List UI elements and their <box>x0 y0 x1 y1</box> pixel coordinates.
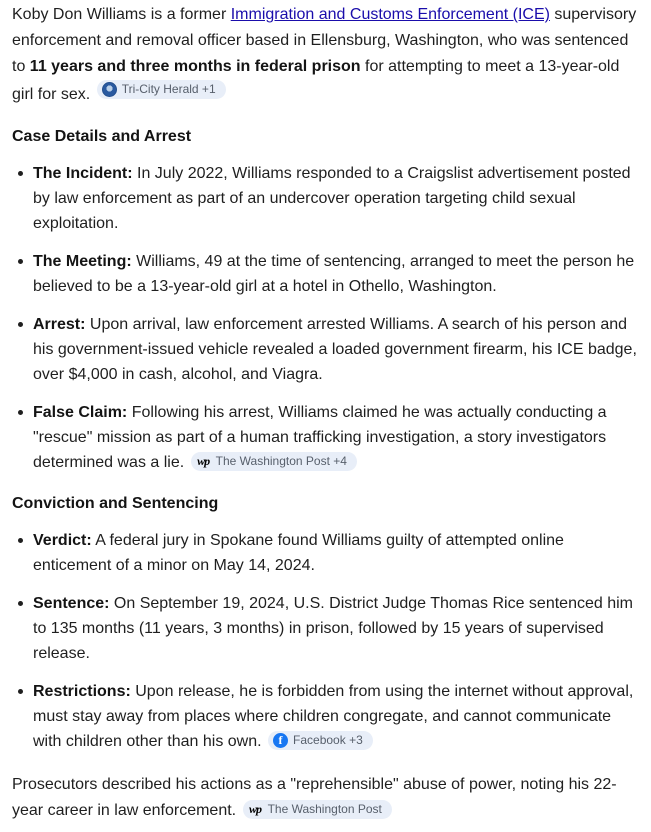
case-details-list <box>12 161 639 475</box>
bullet-label: Arrest: <box>33 316 86 333</box>
list-item-incident <box>12 161 639 236</box>
facebook-icon: f <box>273 733 288 748</box>
list-item-arrest <box>12 312 639 387</box>
section-heading-conviction: Conviction and Sentencing <box>12 495 219 512</box>
bullet-label: Restrictions: <box>33 683 131 700</box>
closing-paragraph <box>12 772 639 824</box>
bullet-text: Upon release, he is forbidden from using the internet without approval, must stay away from places where children congregate, and cannot communicate with children other than his own. <box>33 683 634 750</box>
intro-paragraph <box>12 2 639 108</box>
citation-pill-washington-post[interactable] <box>191 452 357 471</box>
bullet-text: In July 2022, Williams responded to a Craigslist advertisement posted by law enforcement as part of an undercover operation targeting child sexual exploitation. <box>33 165 631 232</box>
citation-pill-washington-post-2[interactable] <box>243 800 392 819</box>
intro-text-end: for attempting to meet a 13-year-old girl for sex. <box>12 58 620 103</box>
list-item-restrictions <box>12 679 639 754</box>
closing-text: Prosecutors described his actions as a "reprehensible" abuse of power, noting his 22-year career in law enforcement. <box>12 776 617 819</box>
bullet-label: The Meeting: <box>33 253 132 270</box>
intro-text-start: Koby Don Williams is a former <box>12 6 231 23</box>
list-item-false-claim <box>12 400 639 475</box>
bullet-text: Following his arrest, Williams claimed he was actually conducting a "rescue" mission as part of a human trafficking investigation, a story investigators determined was a lie. <box>33 404 607 471</box>
bullet-text: Upon arrival, law enforcement arrested Williams. A search of his person and his government-issued vehicle revealed a loaded government firearm, his ICE badge, over $4,000 in cash, alcohol, and Viagra. <box>33 316 637 383</box>
citation-label: Tri-City Herald +1 <box>121 82 216 96</box>
citation-pill-tri-city-herald[interactable] <box>97 80 226 99</box>
intro-bold-sentence: 11 years and three months in federal prison <box>29 58 361 75</box>
citation-pill-facebook[interactable] <box>268 731 373 750</box>
intro-text-mid: supervisory enforcement and removal officer based in Ellensburg, Washington, who was sentenced to <box>12 6 637 75</box>
list-item-verdict <box>12 528 639 578</box>
citation-label: Facebook +3 <box>293 733 363 747</box>
citation-label: The Washington Post +4 <box>215 454 347 468</box>
bullet-text: A federal jury in Spokane found Williams guilty of attempted online enticement of a minor on May 14, 2024. <box>33 532 564 574</box>
list-item-sentence <box>12 591 639 666</box>
tri-city-herald-icon <box>102 82 117 97</box>
bullet-label: Verdict: <box>33 532 92 549</box>
bullet-label: The Incident: <box>33 165 133 182</box>
citation-label: The Washington Post <box>267 802 382 816</box>
list-item-meeting <box>12 249 639 299</box>
bullet-text: Williams, 49 at the time of sentencing, arranged to meet the person he believed to be a 13-year-old girl at a hotel in Othello, Washington. <box>33 253 635 295</box>
washington-post-icon: wp <box>249 802 262 816</box>
section-heading-case-details: Case Details and Arrest <box>12 128 192 145</box>
bullet-label: False Claim: <box>33 404 128 421</box>
bullet-text: On September 19, 2024, U.S. District Judge Thomas Rice sentenced him to 135 months (11 years, 3 months) in prison, followed by 15 years of supervised release. <box>33 595 633 662</box>
conviction-list <box>12 528 639 754</box>
ice-link[interactable]: Immigration and Customs Enforcement (ICE) <box>230 6 550 23</box>
bullet-label: Sentence: <box>33 595 110 612</box>
washington-post-icon: wp <box>197 454 210 468</box>
